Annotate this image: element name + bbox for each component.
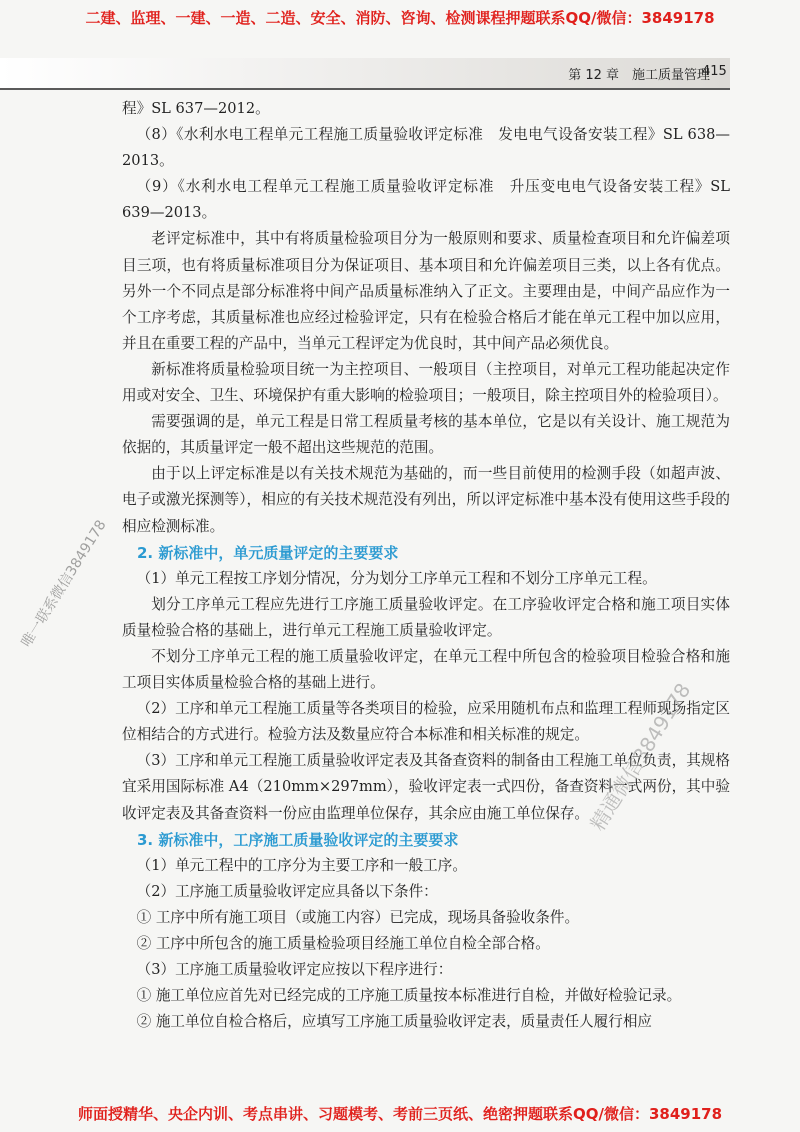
header-rule bbox=[0, 88, 730, 90]
paragraph: 需要强调的是，单元工程是日常工程质量考核的基本单位，它是以有关设计、施工规范为依据的，其质量评定一般不超出这些规范的范围。 bbox=[122, 413, 730, 457]
bottom-banner: 师面授精华、央企内训、考点串讲、习题模考、考前三页纸、绝密押题联系QQ/微信：3849178 bbox=[77, 1105, 723, 1123]
paragraph: ① 施工单位应首先对已经完成的工序施工质量按本标准进行自检，并做好检验记录。 bbox=[136, 987, 682, 1005]
paragraph: 由于以上评定标准是以有关技术规范为基础的，而一些目前使用的检测手段（如超声波、电子或激光探测等），相应的有关技术规范没有列出，所以评定标准中基本没有使用这些手段的相应检测标准。 bbox=[122, 465, 730, 535]
section-heading: 2. 新标准中，单元质量评定的主要要求 bbox=[137, 543, 399, 562]
paragraph: ① 工序中所有施工项目（或施工内容）已完成，现场具备验收条件。 bbox=[136, 908, 580, 926]
section-heading: 3. 新标准中，工序施工质量验收评定的主要要求 bbox=[137, 830, 459, 849]
paragraph: 程》SL 637—2012。 bbox=[122, 100, 270, 117]
chapter-title: 第 12 章 施工质量管理 bbox=[568, 68, 710, 83]
paragraph: 划分工序单元工程应先进行工序施工质量验收评定。在工序验收评定合格和施工项目实体质量检验合格的基础上，进行单元工程施工质量验收评定。 bbox=[122, 595, 730, 639]
paragraph: 新标准将质量检验项目统一为主控项目、一般项目（主控项目，对单元工程功能起决定作用或对安全、卫生、环境保护有重大影响的检验项目；一般项目，除主控项目外的检验项目）。 bbox=[122, 360, 730, 405]
paragraph: （3）工序施工质量验收评定应按以下程序进行： bbox=[136, 961, 453, 979]
paragraph: （9）《水利水电工程单元工程施工质量验收评定标准 升压变电电气设备安装工程》SL 639—2013。 bbox=[122, 178, 730, 222]
top-banner: 二建、监理、一建、一造、二造、安全、消防、咨询、检测课程押题联系QQ/微信：3849178 bbox=[85, 9, 715, 27]
page-number: 415 bbox=[702, 64, 727, 79]
paragraph: （2）工序施工质量验收评定应具备以下条件： bbox=[136, 882, 438, 900]
watermark-center: 精通微信3849178 bbox=[585, 678, 696, 835]
paragraph: （1）单元工程按工序划分情况，分为划分工序单元工程和不划分工序单元工程。 bbox=[136, 569, 657, 587]
running-header bbox=[0, 58, 800, 92]
watermark-left: 唯一联系微信3849178 bbox=[18, 517, 110, 651]
paragraph: ② 工序中所包含的施工质量检验项目经施工单位自检全部合格。 bbox=[136, 935, 550, 952]
paragraph: （1）单元工程中的工序分为主要工序和一般工序。 bbox=[136, 856, 467, 874]
paragraph: 不划分工序单元工程的施工质量验收评定，在单元工程中所包含的检验项目检验合格和施工项目实体质量检验合格的基础上进行。 bbox=[122, 647, 730, 692]
paragraph: （3）工序和单元工程施工质量验收评定表及其备查资料的制备由工程施工单位负责，其规格宜采用国际标准 A4（210mm×297mm），验收评定表一式四份，备查资料一式两份，其中验收评定表及其备查资料一份应由监理单位保存，其余应由施工单位保存。 bbox=[122, 752, 730, 822]
paragraph: ② 施工单位自检合格后，应填写工序施工质量验收评定表，质量责任人履行相应 bbox=[136, 1013, 653, 1031]
paragraph: （8）《水利水电工程单元工程施工质量验收评定标准 发电电气设备安装工程》SL 638—2013。 bbox=[122, 126, 730, 170]
paragraph: 老评定标准中，其中有将质量检验项目分为一般原则和要求、质量检查项目和允许偏差项目三项，也有将质量标准项目分为保证项目、基本项目和允许偏差项目三类，以上各有优点。另外一个不同点是部分标准将中间产品质量标准纳入了正文。主要理由是，中间产品应作为一个工序考虑，其质量标准也应经过检验评定，只有在检验合格后才能在单元工程中加以应用，并且在重要工程的产品中，当单元工程评定为优良时，其中间产品必须优良。 bbox=[122, 230, 730, 352]
paragraph: （2）工序和单元工程施工质量等各类项目的检验，应采用随机布点和监理工程师现场指定区位相结合的方式进行。检验方法及数量应符合本标准和相关标准的规定。 bbox=[122, 700, 730, 744]
body-text bbox=[122, 96, 730, 1035]
